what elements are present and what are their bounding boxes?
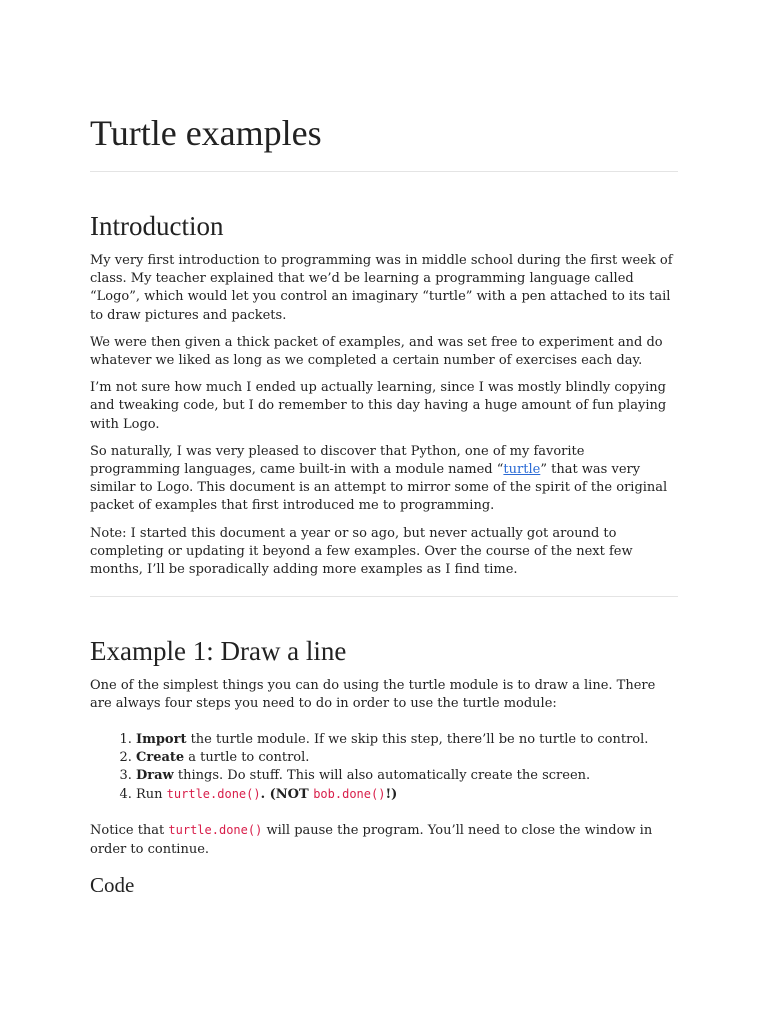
intro-p4-before: So naturally, I was very pleased to discover that Python, one of my favorite programming languages, came built-in with a module named “ (90, 443, 585, 478)
notice-before: Notice that (90, 823, 169, 839)
document-page (90, 0, 678, 898)
code-heading: Code (90, 872, 135, 897)
step-3-text: things. Do stuff. This will also automatically create the screen. (173, 768, 591, 784)
step-3-bold: Draw (136, 768, 174, 784)
title-divider (90, 171, 678, 172)
step-4-mid: . (NOT (260, 787, 314, 803)
example-1-paragraph: One of the simplest things you can do using the turtle module is to draw a line. There are always four steps you need to do in order to use the turtle module: (90, 678, 656, 712)
intro-paragraph-1: My very first introduction to programming was in middle school during the first week of class. My teacher explained that we’d be learning a programming language called “Logo”, which would let you control an imaginary “turtle” with a pen attached to its tail to draw pictures and packets. (90, 253, 673, 323)
step-2-bold: Create (136, 749, 185, 765)
notice-paragraph (90, 821, 678, 858)
intro-paragraph-3: I’m not sure how much I ended up actually learning, since I was mostly blindly copying and tweaking code, but I do remember to this day having a huge amount of fun playing with Logo. (90, 380, 667, 432)
intro-paragraph-4 (90, 443, 678, 516)
intro-paragraph-5: Note: I started this document a year or so ago, but never actually got around to completing or updating it beyond a few examples. Over the course of the next few months, I’ll be sporadically adding more examples as I find time. (90, 525, 633, 578)
inline-code-notice: turtle.done() (168, 823, 263, 838)
example-1-heading: Example 1: Draw a line (90, 636, 347, 667)
step-2-text: a turtle to control. (184, 749, 310, 765)
page-title: Turtle examples (90, 113, 322, 153)
step-1-bold: Import (136, 731, 187, 747)
list-item (136, 749, 678, 767)
list-item (136, 767, 678, 785)
section-divider (90, 596, 678, 597)
inline-code-bob-done: bob.done() (313, 787, 386, 802)
list-item (136, 731, 678, 749)
step-1-text: the turtle module. If we skip this step, there’ll be no turtle to control. (186, 731, 649, 747)
steps-list (90, 731, 678, 805)
intro-paragraph-2: We were then given a thick packet of examples, and was set free to experiment and do whatever we liked as long as we completed a certain number of exercises each day. (90, 334, 663, 369)
inline-code-turtle-done: turtle.done() (166, 787, 261, 802)
notice-after: will pause the program. You’ll need to close the window in order to continue. (90, 823, 653, 857)
step-4-suffix: !) (385, 787, 398, 803)
intro-p4-after: ” that was very similar to Logo. This document is an attempt to mirror some of the spirit of the original packet of examples that first introduced me to programming. (90, 462, 668, 514)
list-item (136, 785, 678, 804)
step-4-prefix: Run (136, 787, 167, 803)
introduction-heading: Introduction (90, 211, 224, 241)
turtle-link[interactable]: turtle (503, 462, 541, 478)
